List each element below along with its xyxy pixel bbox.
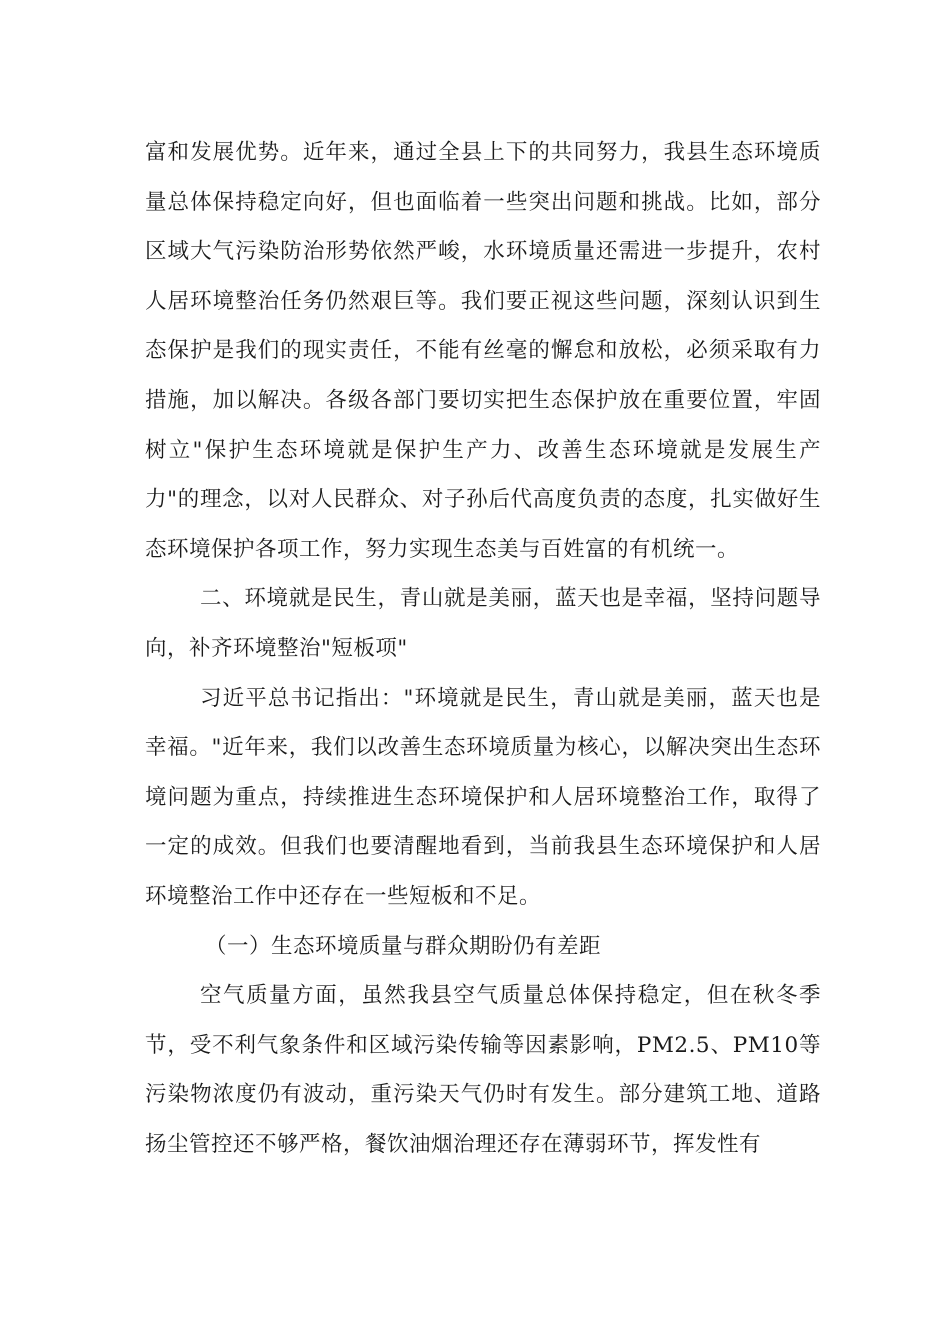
paragraph-air-quality: 空气质量方面，虽然我县空气质量总体保持稳定，但在秋冬季节，受不利气象条件和区域污染传输等因素影响，PM2.5、PM10等污染物浓度仍有波动，重污染天气仍时有发生。部分建筑工地、道路扬尘管控还不够严格，餐饮油烟治理还存在薄弱环节，挥发性有 (145, 983, 821, 1157)
section-heading: 二、环境就是民生，青山就是美丽，蓝天也是幸福，坚持问题导向，补齐环境整治"短板项" (145, 586, 821, 661)
paragraph-continuation: 富和发展优势。近年来，通过全县上下的共同努力，我县生态环境质量总体保持稳定向好，但也面临着一些突出问题和挑战。比如，部分区域大气污染防治形势依然严峻，水环境质量还需进一步提升，农村人居环境整治任务仍然艰巨等。我们要正视这些问题，深刻认识到生态保护是我们的现实责任，不能有丝毫的懈怠和放松，必须采取有力措施，加以解决。各级各部门要切实把生态保护放在重要位置，牢固树立"保护生态环境就是保护生产力、改善生态环境就是发展生产力"的理念，以对人民群众、对子孙后代高度负责的态度，扎实做好生态环境保护各项工作，努力实现生态美与百姓富的有机统一。 (145, 140, 821, 562)
subsection-heading: （一）生态环境质量与群众期盼仍有差距 (205, 933, 602, 959)
document-body (145, 128, 821, 1169)
paragraph-quote: 习近平总书记指出："环境就是民生，青山就是美丽，蓝天也是幸福。"近年来，我们以改善生态环境质量为核心，以解决突出生态环境问题为重点，持续推进生态环境保护和人居环境整治工作，取得了一定的成效。但我们也要清醒地看到，当前我县生态环境保护和人居环境整治工作中还存在一些短板和不足。 (145, 685, 821, 909)
